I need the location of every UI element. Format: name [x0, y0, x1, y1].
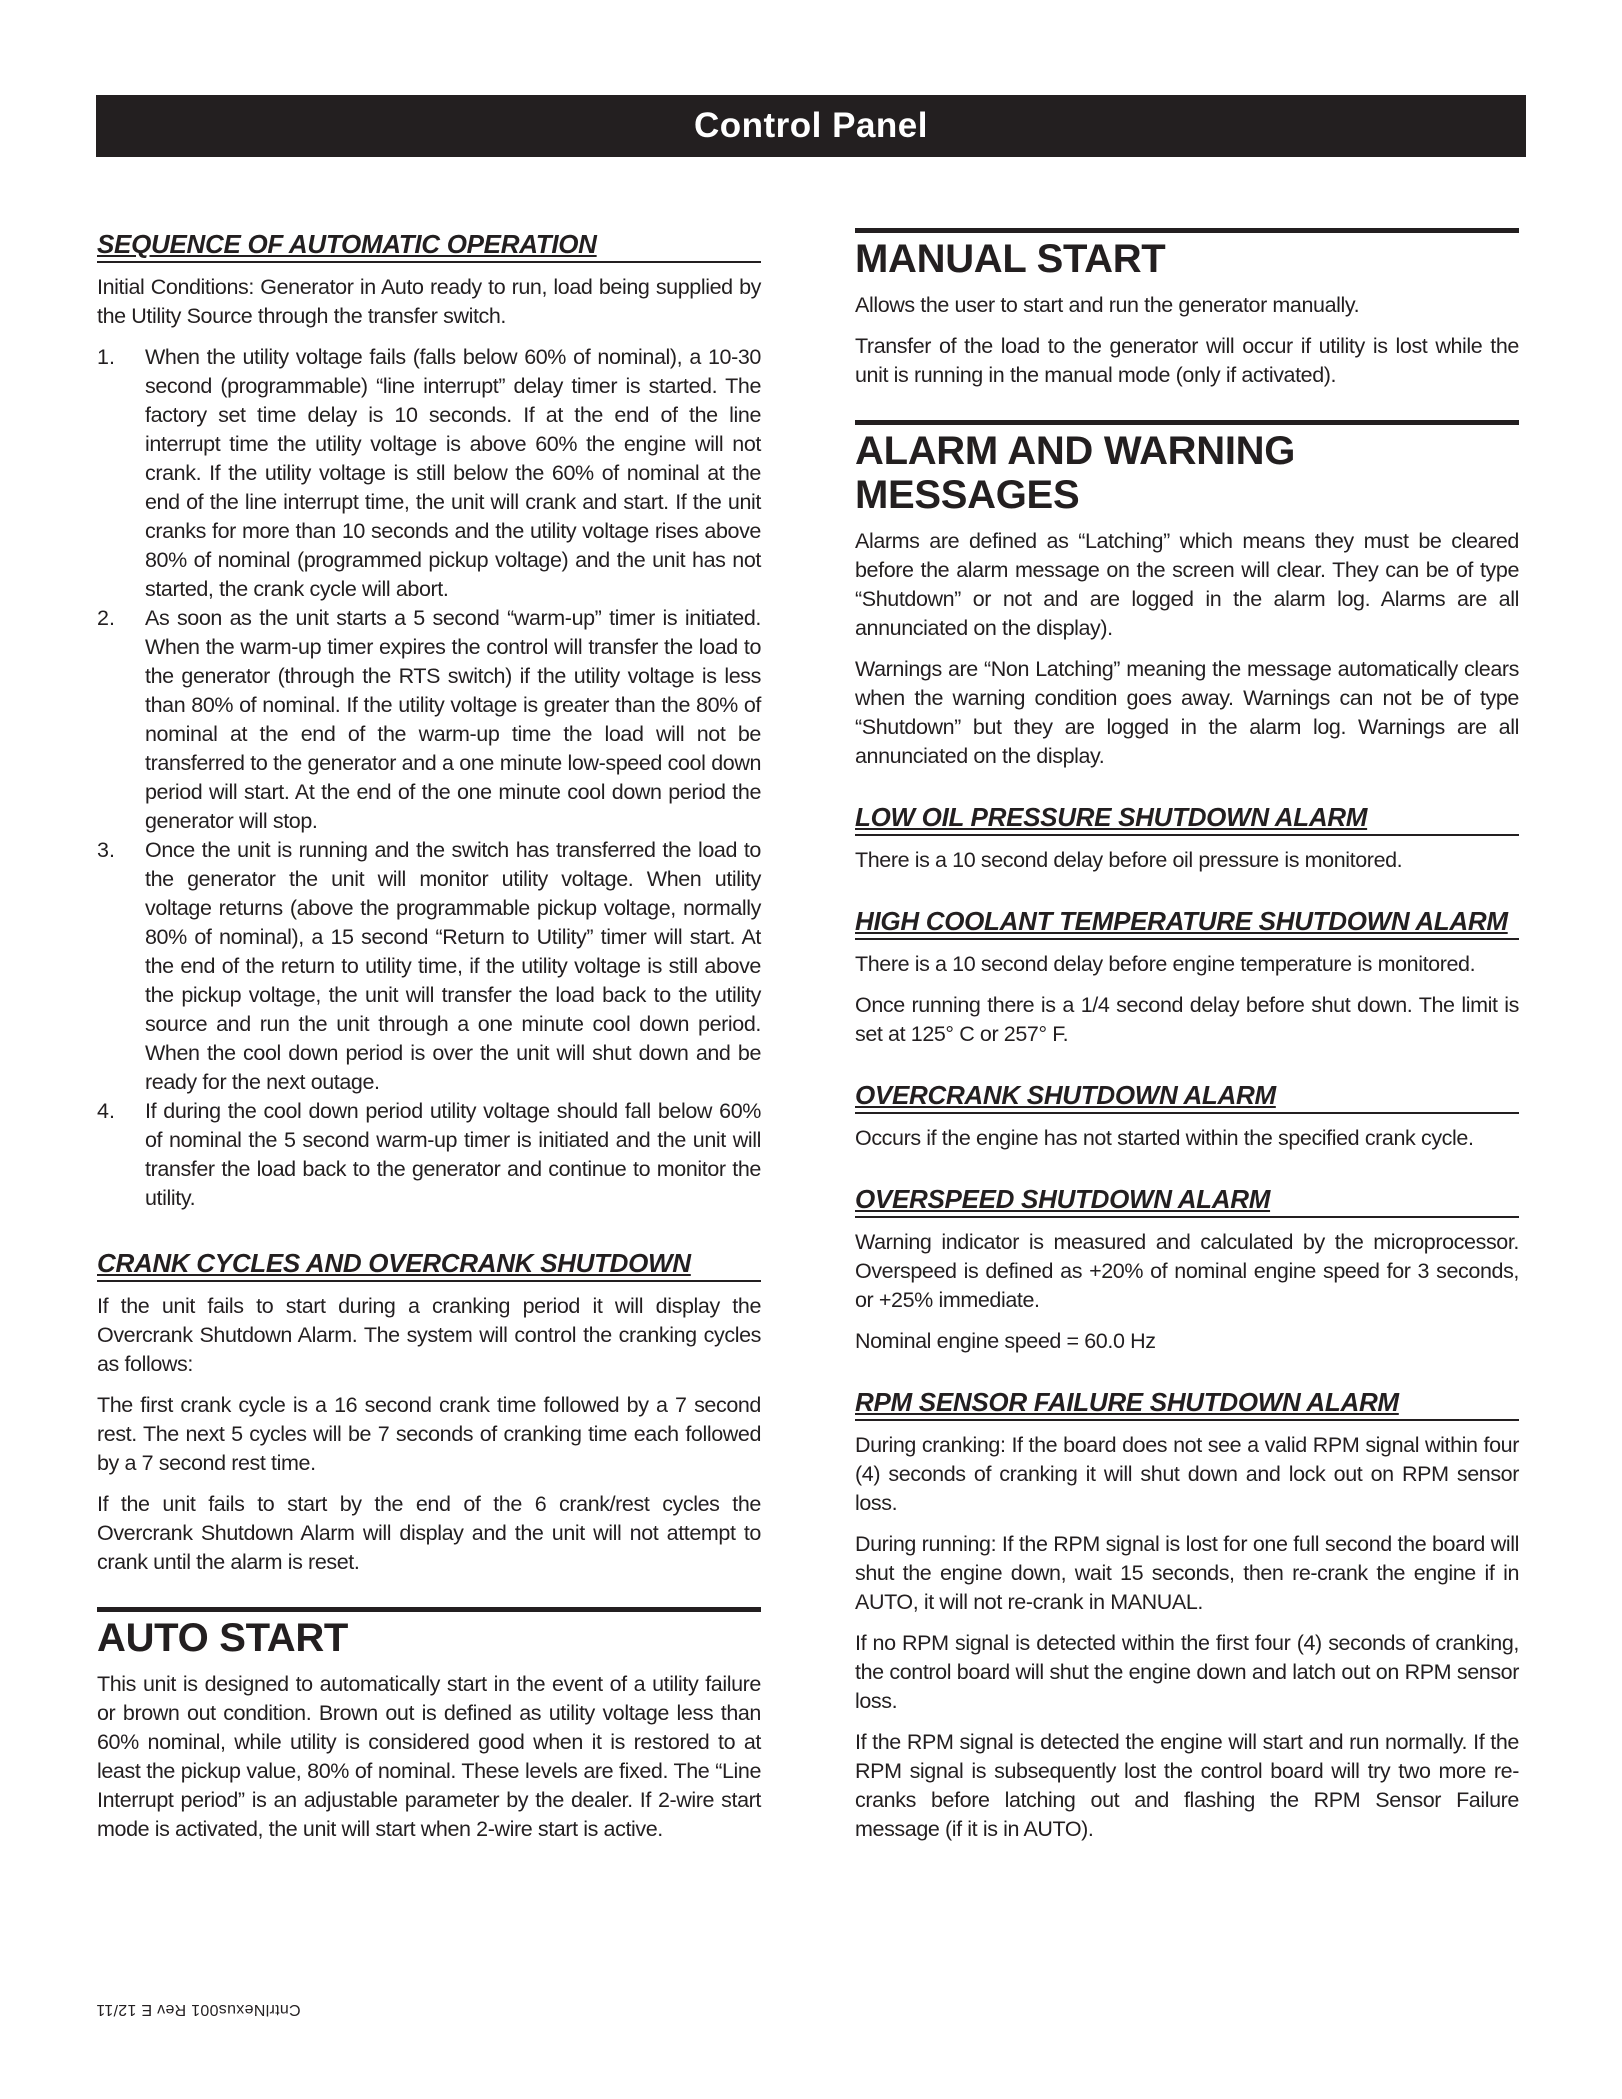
- list-item-number: 1.: [97, 345, 115, 369]
- rpm-sensor-paragraph-2: During running: If the RPM signal is lost for one full second the board will shut the engine down, wait 15 seconds, then re-crank the engine if in AUTO, it will not re-crank in MANUAL.: [855, 1532, 1519, 1614]
- sequence-heading: SEQUENCE OF AUTOMATIC OPERATION: [97, 228, 761, 263]
- warnings-paragraph: Warnings are “Non Latching” meaning the message automatically clears when the warning condition goes away. Warnings can not be of type “Shutdown” but they are logged in the alarm log. Warnings are all annunciated on the display.: [855, 657, 1519, 768]
- list-item: [97, 1097, 761, 1213]
- high-coolant-paragraph-1: There is a 10 second delay before engine temperature is monitored.: [855, 952, 1476, 976]
- auto-start-heading: AUTO START: [97, 1607, 761, 1660]
- page-title: Control Panel: [693, 106, 929, 145]
- high-coolant-paragraph-2: Once running there is a 1/4 second delay before shut down. The limit is set at 125° C or 257° F.: [855, 993, 1519, 1046]
- document-code: CntrlNexus001 Rev E 12/11: [96, 2001, 301, 2018]
- alarm-warning-heading: ALARM AND WARNING MESSAGES: [855, 420, 1519, 517]
- overcrank-paragraph: Occurs if the engine has not started within the specified crank cycle.: [855, 1126, 1474, 1150]
- low-oil-heading: LOW OIL PRESSURE SHUTDOWN ALARM: [855, 801, 1519, 836]
- list-item-number: 4.: [97, 1099, 115, 1123]
- rpm-sensor-paragraph-3: If no RPM signal is detected within the first four (4) seconds of cranking, the control board will shut the engine down and latch out on RPM sensor loss.: [855, 1631, 1519, 1713]
- rpm-sensor-paragraph-1: During cranking: If the board does not see a valid RPM signal within four (4) seconds of cranking it will shut down and lock out on RPM sensor loss.: [855, 1433, 1519, 1515]
- list-item-text: As soon as the unit starts a 5 second “warm-up” timer is initiated. When the warm-up timer expires the control will transfer the load to the generator (through the RTS switch) if the utility voltage is less than 80% of nominal. If the utility voltage is greater than the 80% of nominal at the end of the warm-up time the load will not be transferred to the generator and a one minute low-speed cool down period will start. At the end of the one minute cool down period the generator will stop.: [145, 606, 761, 833]
- left-column: [97, 228, 761, 1856]
- low-oil-paragraph: There is a 10 second delay before oil pressure is monitored.: [855, 848, 1403, 872]
- page-banner: [96, 95, 1526, 157]
- list-item-number: 2.: [97, 606, 115, 630]
- overspeed-heading: OVERSPEED SHUTDOWN ALARM: [855, 1183, 1519, 1218]
- auto-start-paragraph: This unit is designed to automatically start in the event of a utility failure or brown out condition. Brown out is defined as utility voltage less than 60% nominal, while utility is considered good when it is restored to at least the pickup value, 80% of nominal. These levels are fixed. The “Line Interrupt period” is an adjustable parameter by the dealer. If 2-wire start mode is activated, the unit will start when 2-wire start is active.: [97, 1672, 761, 1841]
- list-item-text: When the utility voltage fails (falls below 60% of nominal), a 10-30 second (programmable) “line interrupt” delay timer is started. The factory set time delay is 10 seconds. If at the end of the line interrupt time the utility voltage is above 60% the engine will not crank. If the utility voltage is still below the 60% of nominal at the end of the line interrupt time, the unit will crank and start. If the unit cranks for more than 10 seconds and the utility voltage rises above 80% of nominal (programmed pickup voltage) and the unit has not started, the crank cycle will abort.: [145, 345, 761, 601]
- list-item-text: Once the unit is running and the switch has transferred the load to the generator the unit will monitor utility voltage. When utility voltage returns (above the programmable pickup voltage, normally 80% of nominal), a 15 second “Return to Utility” timer will start. At the end of the return to utility time, if the utility voltage is still above the pickup voltage, the unit will transfer the load back to the utility source and run the unit through a one minute cool down period. When the cool down period is over the unit will shut down and be ready for the next outage.: [145, 838, 761, 1094]
- list-item-number: 3.: [97, 838, 115, 862]
- list-item: [97, 604, 761, 836]
- crank-heading: CRANK CYCLES AND OVERCRANK SHUTDOWN: [97, 1247, 761, 1282]
- list-item-text: If during the cool down period utility voltage should fall below 60% of nominal the 5 second warm-up timer is initiated and the unit will transfer the load back to the generator and continue to monitor the utility.: [145, 1099, 761, 1210]
- rpm-sensor-paragraph-4: If the RPM signal is detected the engine will start and run normally. If the RPM signal is subsequently lost the control board will try two more re-cranks before latching out and flashing the RPM Sensor Failure message (if it is in AUTO).: [855, 1730, 1519, 1841]
- right-column: [855, 228, 1519, 1856]
- manual-start-heading: MANUAL START: [855, 228, 1519, 281]
- overspeed-paragraph-1: Warning indicator is measured and calculated by the microprocessor. Overspeed is defined as +20% of nominal engine speed for 3 seconds, or +25% immediate.: [855, 1230, 1519, 1312]
- sequence-intro: Initial Conditions: Generator in Auto ready to run, load being supplied by the Utility Source through the transfer switch.: [97, 275, 761, 328]
- list-item: [97, 836, 761, 1097]
- rpm-sensor-heading: RPM SENSOR FAILURE SHUTDOWN ALARM: [855, 1386, 1519, 1421]
- manual-start-paragraph-1: Allows the user to start and run the generator manually.: [855, 293, 1360, 317]
- crank-paragraph-2: The first crank cycle is a 16 second crank time followed by a 7 second rest. The next 5 cycles will be 7 seconds of cranking time each followed by a 7 second rest time.: [97, 1393, 761, 1475]
- overspeed-paragraph-2: Nominal engine speed = 60.0 Hz: [855, 1329, 1156, 1353]
- high-coolant-heading: HIGH COOLANT TEMPERATURE SHUTDOWN ALARM: [855, 905, 1519, 940]
- manual-start-paragraph-2: Transfer of the load to the generator will occur if utility is lost while the unit is running in the manual mode (only if activated).: [855, 334, 1519, 387]
- alarms-paragraph: Alarms are defined as “Latching” which means they must be cleared before the alarm message on the screen will clear. They can be of type “Shutdown” or not and are logged in the alarm log. Alarms are all annunciated on the display).: [855, 529, 1519, 640]
- sequence-list: [97, 343, 761, 1213]
- crank-paragraph-1: If the unit fails to start during a cranking period it will display the Overcrank Shutdown Alarm. The system will control the cranking cycles as follows:: [97, 1294, 761, 1376]
- list-item: [97, 343, 761, 604]
- overcrank-heading: OVERCRANK SHUTDOWN ALARM: [855, 1079, 1519, 1114]
- crank-paragraph-3: If the unit fails to start by the end of the 6 crank/rest cycles the Overcrank Shutdown Alarm will display and the unit will not attempt to crank until the alarm is reset.: [97, 1492, 761, 1574]
